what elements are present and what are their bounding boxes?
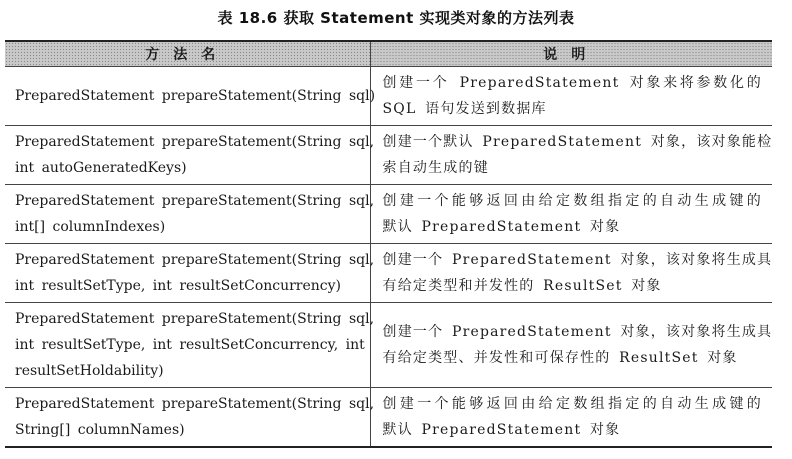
description-line: 创建一个 PreparedStatement 对象，该对象将生成具 [382, 252, 773, 268]
method-line: PreparedStatement prepareStatement(String sql, [15, 193, 375, 209]
table-row [5, 126, 772, 185]
description-cell [370, 126, 772, 185]
column-header-description: 说明 [370, 41, 772, 67]
method-cell [5, 303, 375, 388]
description-cell [370, 388, 772, 448]
method-line: resultSetHoldability) [15, 363, 164, 379]
method-line: PreparedStatement prepareStatement(String sql, [15, 134, 375, 150]
description-cell [370, 244, 772, 303]
method-line: PreparedStatement prepareStatement(String sql, [15, 311, 375, 327]
method-cell [5, 244, 375, 303]
table-row [5, 67, 772, 126]
description-line: 有给定类型和并发性的 ResultSet 对象 [382, 278, 662, 294]
method-table [5, 40, 772, 448]
method-line: PreparedStatement prepareStatement(String sql) [15, 88, 376, 104]
description-line: 创建一个默认 PreparedStatement 对象，该对象能检 [382, 134, 773, 150]
description-cell [370, 185, 772, 244]
method-table-container [5, 40, 772, 448]
method-line: int resultSetType, int resultSetConcurrency) [15, 278, 342, 294]
method-cell [5, 67, 376, 126]
method-line: int resultSetType, int resultSetConcurrency, int [15, 337, 365, 353]
description-line: 创建一个能够返回由给定数组指定的自动生成键的 [382, 193, 762, 209]
table-row [5, 388, 772, 448]
description-line: 默认 PreparedStatement 对象 [382, 422, 621, 438]
method-line: PreparedStatement prepareStatement(String sql, [15, 252, 375, 268]
description-line: 创建一个 PreparedStatement 对象来将参数化的 [382, 75, 762, 91]
method-line: int autoGeneratedKeys) [15, 160, 187, 176]
description-line: 创建一个能够返回由给定数组指定的自动生成键的 [382, 396, 762, 412]
method-line: PreparedStatement prepareStatement(String sql, [15, 396, 375, 412]
method-line: String[] columnNames) [15, 422, 185, 438]
method-line: int[] columnIndexes) [15, 219, 166, 235]
description-line: 有给定类型、并发性和可保存性的 ResultSet 对象 [382, 350, 738, 366]
table-row [5, 244, 772, 303]
column-header-method-name: 方法名 [5, 41, 370, 67]
description-line: 索自动生成的键 [382, 160, 489, 176]
description-line: 创建一个 PreparedStatement 对象，该对象将生成具 [382, 324, 773, 340]
table-caption: 表 18.6 获取 Statement 实现类对象的方法列表 [217, 9, 575, 27]
description-cell [370, 67, 772, 126]
method-cell [5, 185, 375, 244]
description-line: 默认 PreparedStatement 对象 [382, 219, 621, 235]
table-row [5, 303, 772, 388]
description-line: SQL 语句发送到数据库 [382, 101, 547, 117]
method-cell [5, 126, 375, 185]
table-row [5, 185, 772, 244]
table-header-row [5, 41, 772, 67]
description-cell [370, 303, 772, 388]
method-cell [5, 388, 375, 448]
